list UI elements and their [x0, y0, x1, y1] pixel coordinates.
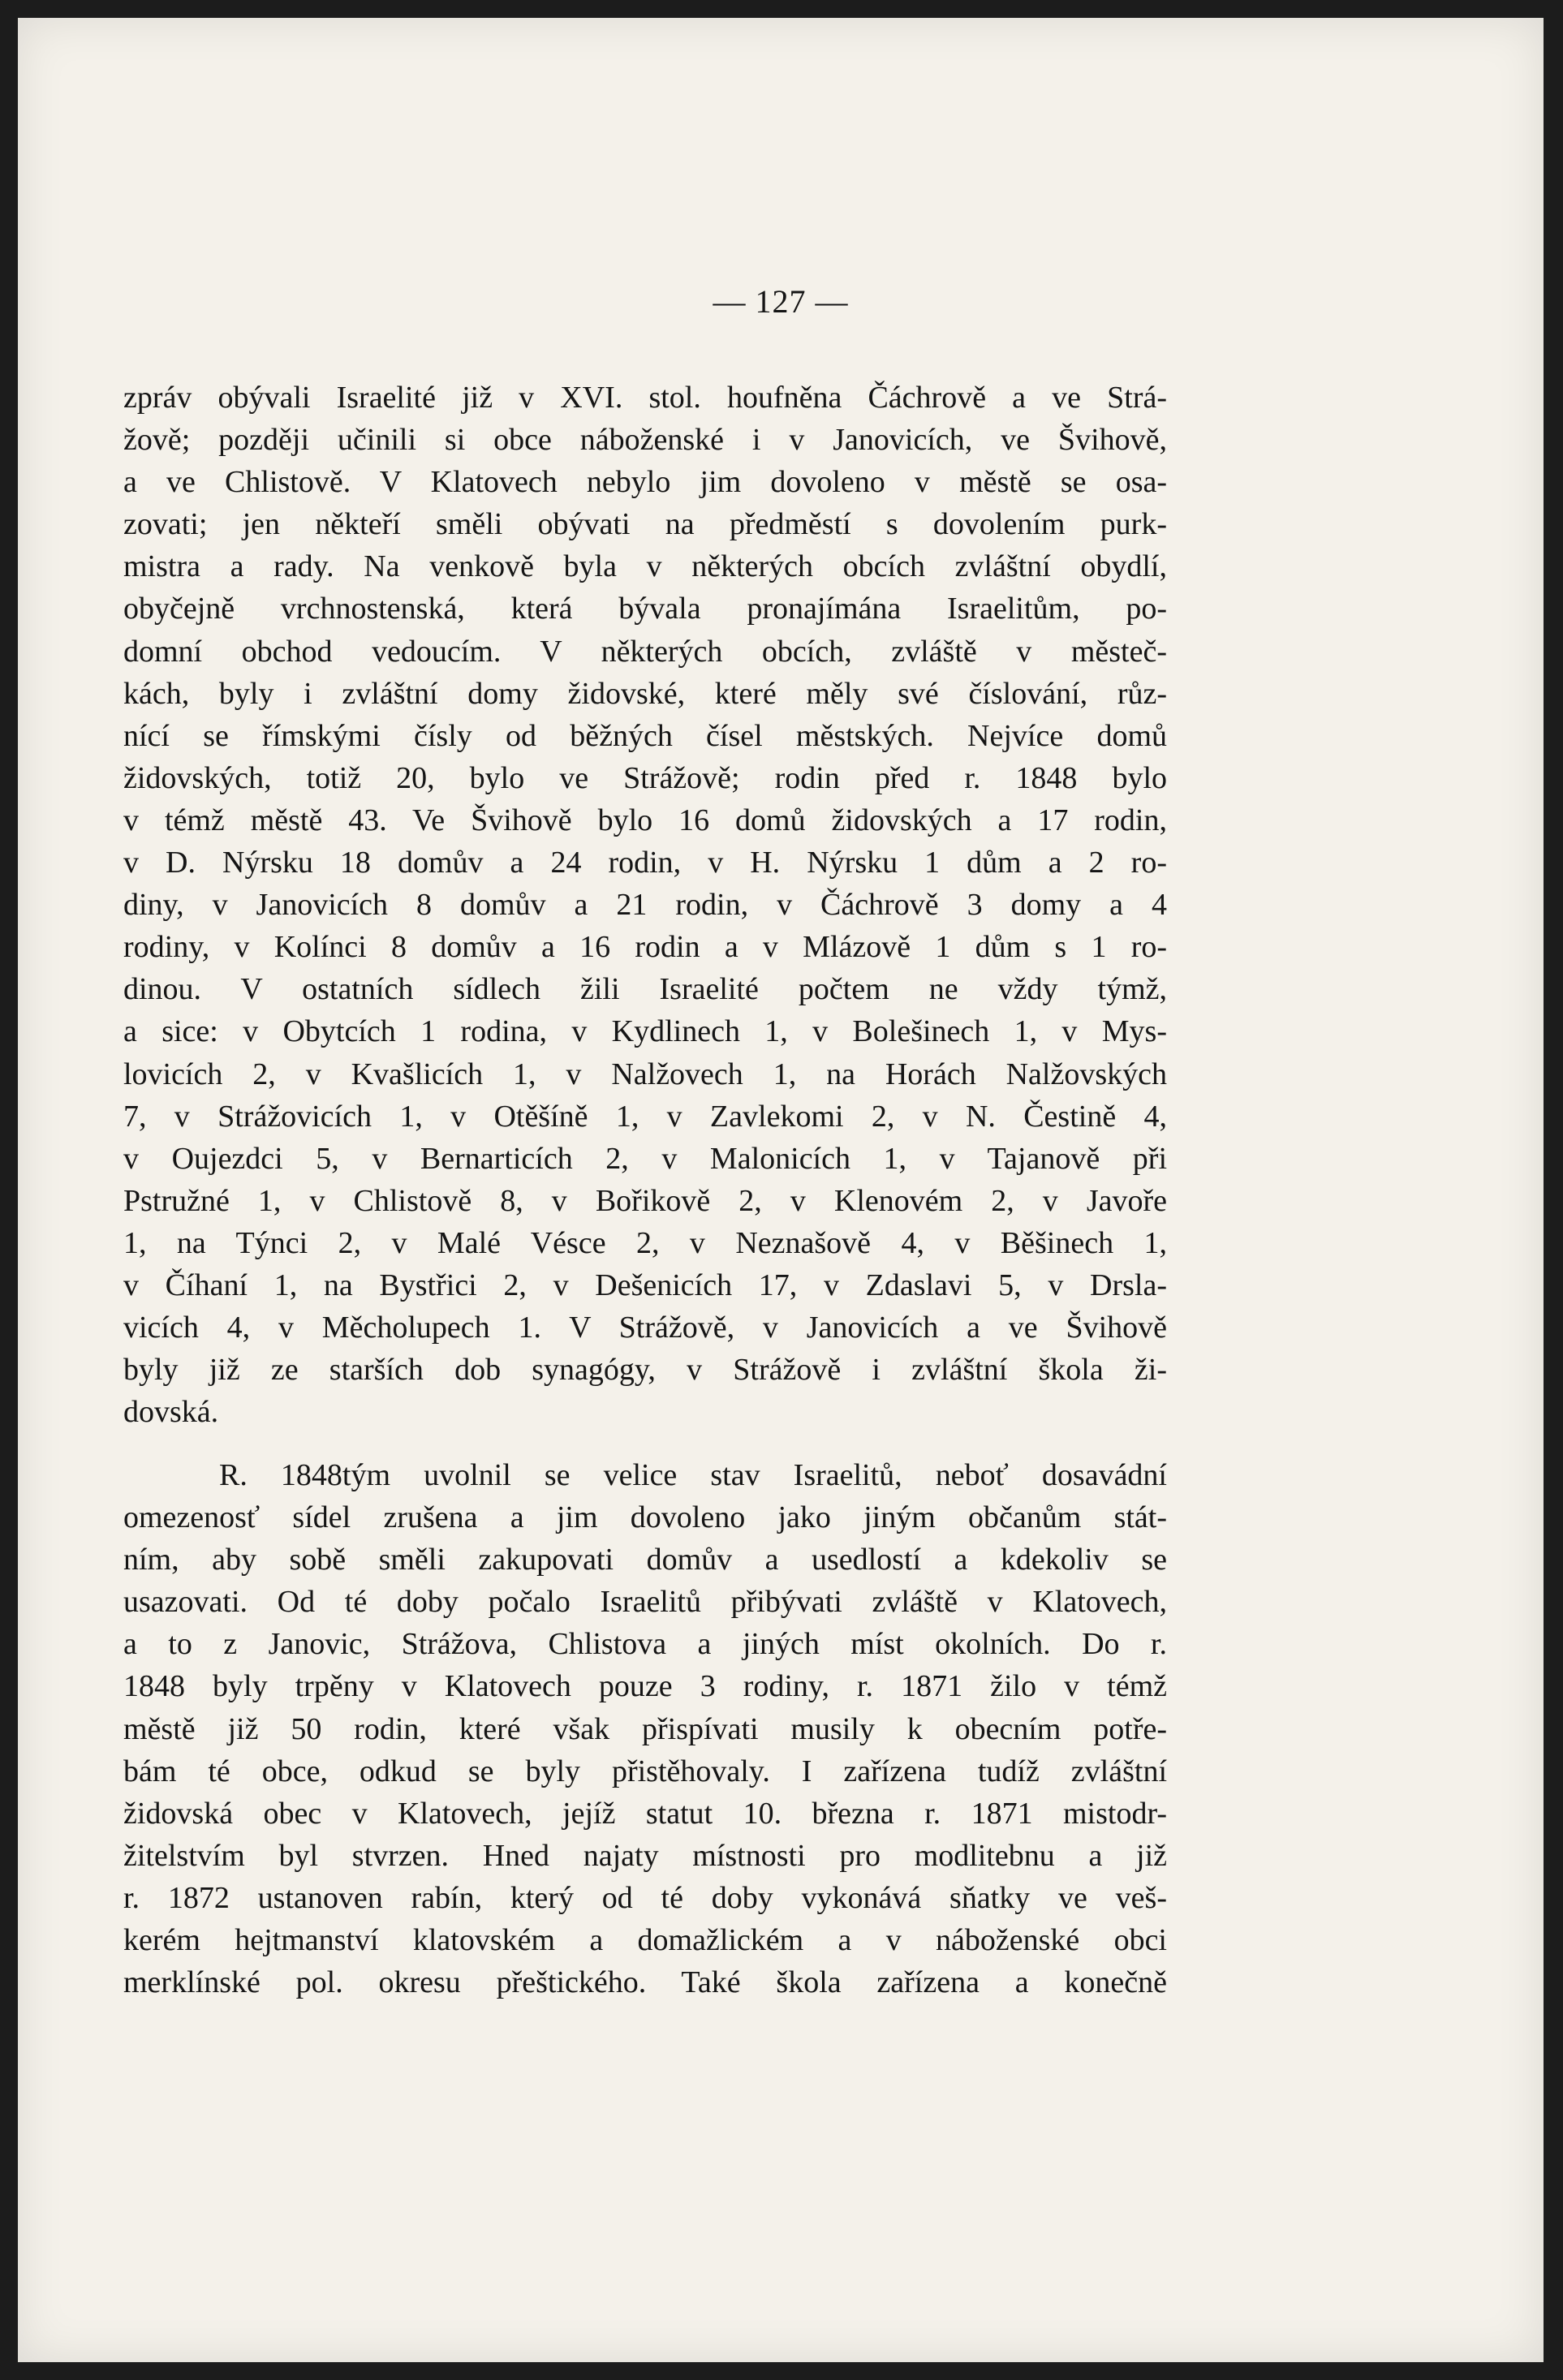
text-line: byly již ze starších dob synagógy, v Strážově i zvláštní škola ži-	[123, 1353, 1167, 1388]
text-line: dovská.	[123, 1395, 219, 1430]
text-line: merklínské pol. okresu přeštického. Také škola zařízena a konečně	[123, 1965, 1167, 2000]
text-line: a ve Chlistově. V Klatovech nebylo jim dovoleno v městě se osa-	[123, 465, 1167, 500]
text-line: obyčejně vrchnostenská, která bývala pronajímána Israelitům, po-	[123, 592, 1167, 626]
text-line: 1, na Týnci 2, v Malé Vésce 2, v Neznašově 4, v Běšinech 1,	[123, 1225, 1167, 1260]
text-line: diny, v Janovicích 8 domův a 21 rodin, v Čáchrově 3 domy a 4	[123, 888, 1167, 923]
text-line: v D. Nýrsku 18 domův a 24 rodin, v H. Nýrsku 1 dům a 2 ro-	[123, 846, 1167, 880]
text-line: dinou. V ostatních sídlech žili Israelité počtem ne vždy týmž,	[123, 972, 1167, 1007]
text-line: židovských, totiž 20, bylo ve Strážově; rodin před r. 1848 bylo	[123, 760, 1167, 795]
page-number: — 127 —	[713, 283, 849, 320]
text-line: židovská obec v Klatovech, jejíž statut 10. března r. 1871 mistodr-	[123, 1796, 1167, 1831]
text-line: žitelstvím byl stvrzen. Hned najaty místnosti pro modlitebnu a již	[123, 1838, 1167, 1873]
text-line: lovicích 2, v Kvašlicích 1, v Nalžovech 1, na Horách Nalžovských	[123, 1057, 1167, 1091]
text-line: městě již 50 rodin, které však přispívati musily k obecním potře-	[123, 1711, 1167, 1746]
text-line: ním, aby sobě směli zakupovati domův a usedlostí a kdekoliv se	[123, 1543, 1167, 1577]
text-line: zpráv obývali Israelité již v XVI. stol. houfněna Čáchrově a ve Strá-	[123, 381, 1167, 415]
text-line: v Oujezdci 5, v Bernarticích 2, v Malonicích 1, v Tajanově při	[123, 1141, 1167, 1176]
text-line: kerém hejtmanství klatovském a domažlickém a v náboženské obci	[123, 1923, 1167, 1958]
text-line: 1848 byly trpěny v Klatovech pouze 3 rodiny, r. 1871 žilo v témž	[123, 1669, 1167, 1704]
text-line: Pstružné 1, v Chlistově 8, v Bořikově 2, v Klenovém 2, v Javoře	[123, 1183, 1167, 1218]
paragraph-2	[123, 1454, 1167, 2003]
text-line: omezenosť sídel zrušena a jim dovoleno jako jiným občanům stát-	[123, 1500, 1167, 1535]
text-line: vicích 4, v Měcholupech 1. V Strážově, v Janovicích a ve Švihově	[123, 1311, 1167, 1345]
text-line: v témž městě 43. Ve Švihově bylo 16 domů židovských a 17 rodin,	[123, 803, 1167, 837]
text-line: v Číhaní 1, na Bystřici 2, v Dešenicích 17, v Zdaslavi 5, v Drsla-	[123, 1267, 1167, 1302]
text-line: žově; později učinili si obce náboženské i v Janovicích, ve Švihově,	[123, 423, 1167, 458]
text-line: a to z Janovic, Strážova, Chlistova a jiných míst okolních. Do r.	[123, 1627, 1167, 1662]
text-line: r. 1872 ustanoven rabín, který od té doby vykonává sňatky ve veš-	[123, 1880, 1167, 1915]
text-line: a sice: v Obytcích 1 rodina, v Kydlinech 1, v Bolešinech 1, v Mys-	[123, 1014, 1167, 1049]
text-line: rodiny, v Kolínci 8 domův a 16 rodin a v Mlázově 1 dům s 1 ro-	[123, 930, 1167, 965]
book-page	[18, 18, 1544, 2362]
paragraph-1	[123, 377, 1167, 1433]
text-line: nící se římskými čísly od běžných čísel městských. Nejvíce domů	[123, 718, 1167, 753]
text-line: zovati; jen někteří směli obývati na předměstí s dovolením purk-	[123, 507, 1167, 542]
text-line: R. 1848tým uvolnil se velice stav Israelitů, neboť dosavádní	[219, 1458, 1167, 1492]
text-line: 7, v Strážovicích 1, v Otěšíně 1, v Zavlekomi 2, v N. Čestině 4,	[123, 1099, 1167, 1134]
text-line: mistra a rady. Na venkově byla v některých obcích zvláštní obydlí,	[123, 549, 1167, 584]
text-line: bám té obce, odkud se byly přistěhovaly. I zařízena tudíž zvláštní	[123, 1754, 1167, 1788]
text-line: kách, byly i zvláštní domy židovské, které měly své číslování, růz-	[123, 676, 1167, 711]
text-line: domní obchod vedoucím. V některých obcích, zvláště v městeč-	[123, 634, 1167, 669]
text-line: usazovati. Od té doby počalo Israelitů přibývati zvláště v Klatovech,	[123, 1585, 1167, 1620]
